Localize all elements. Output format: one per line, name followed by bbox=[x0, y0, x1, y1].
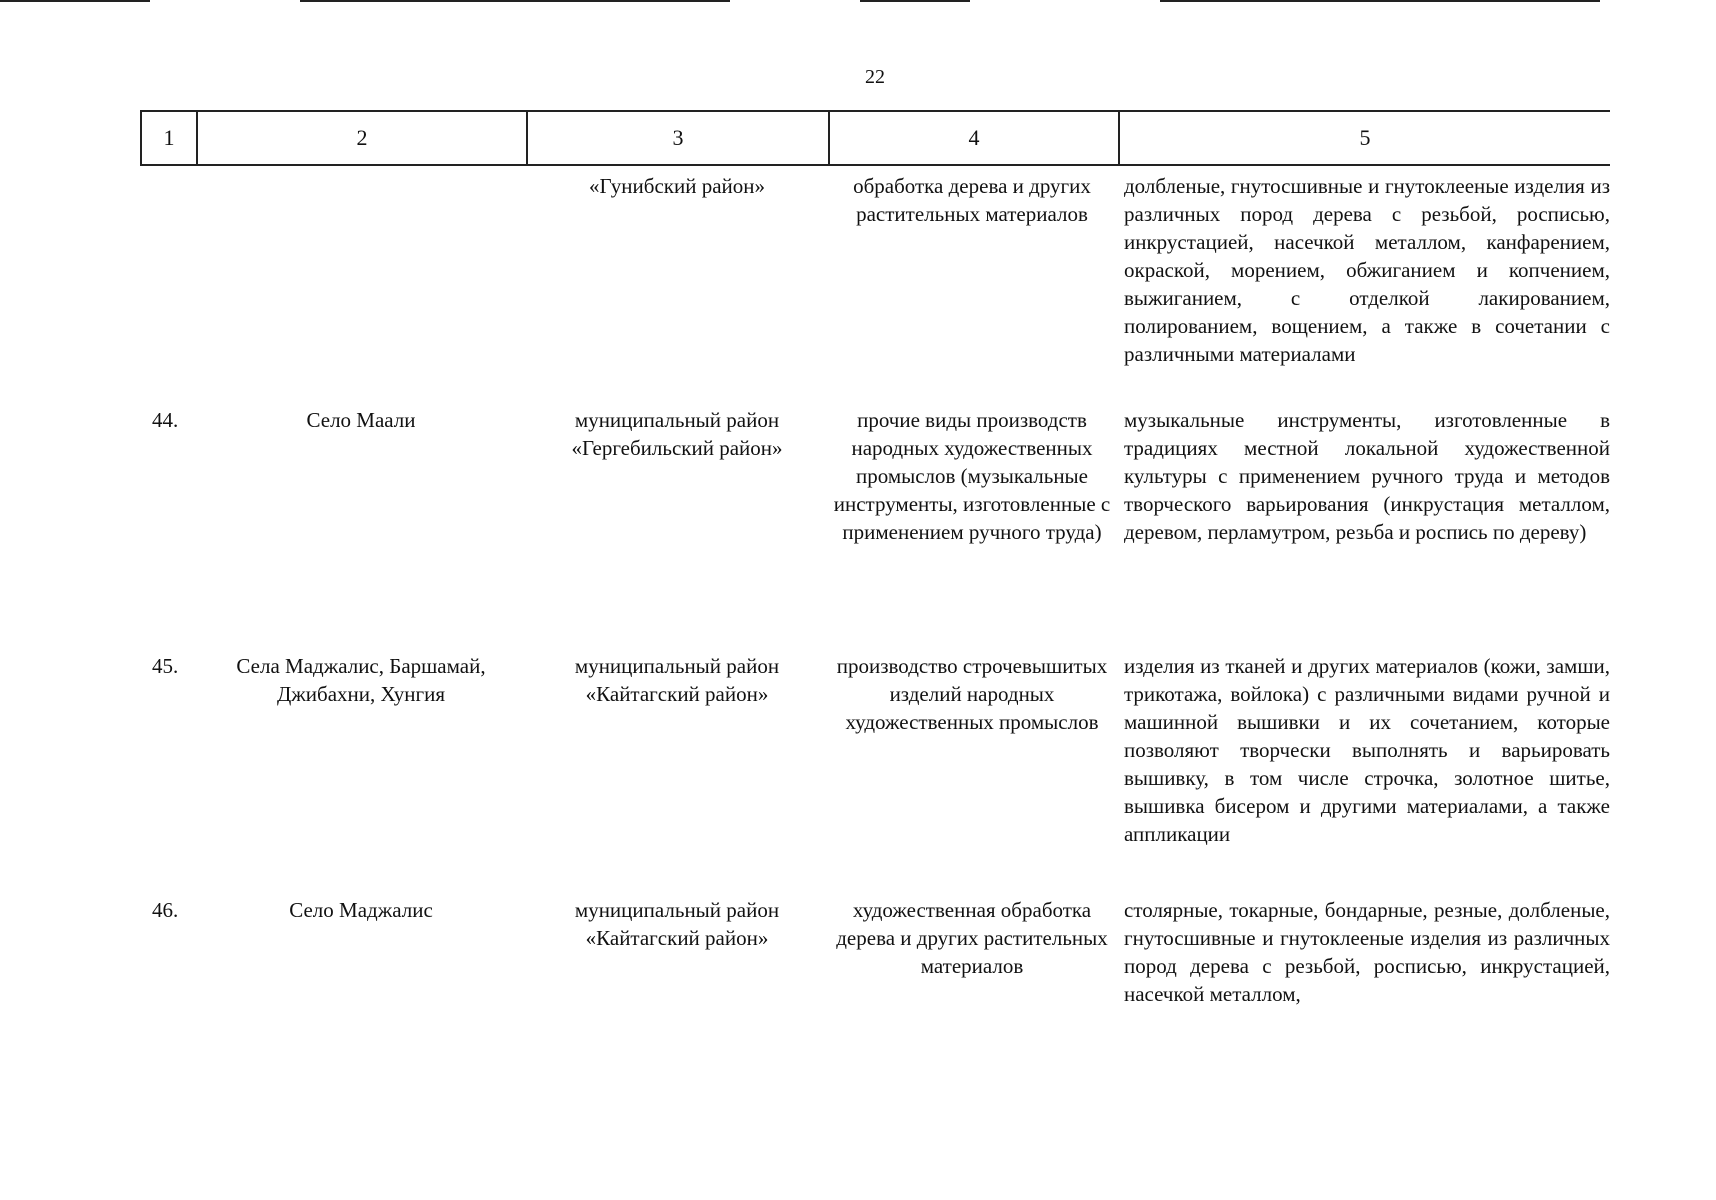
row-district: муниципальный район «Кайтагский район» bbox=[574, 654, 780, 706]
row-craft: производство строчевышитых изделий народных художественных промыслов bbox=[836, 654, 1108, 734]
row-products: музыкальные инструменты, изготовленные в традициях местной локальной художественной культуры с применением ручного труда и методов творческого варьирования (инкрустация металлом, деревом, перламутром, резьба и роспись по дереву) bbox=[1124, 408, 1610, 544]
scan-edge-mid2 bbox=[860, 0, 970, 2]
registry-table bbox=[140, 110, 1610, 1006]
header-col-2: 2 bbox=[198, 112, 528, 164]
header-col-5: 5 bbox=[1359, 125, 1371, 150]
scan-edge-left bbox=[0, 0, 150, 2]
row-products: долбленые, гнутосшивные и гнутоклееные изделия из различных пород дерева с резьбой, росписью, инкрустацией, насечкой металлом, канфарением, окраской, морением, обжиганием и копчением, выжиганием, с отделкой лакированием, полированием, вощением, а также в сочетании с различными материалами bbox=[1124, 174, 1610, 366]
scan-edge-right bbox=[1160, 0, 1600, 2]
row-products: изделия из тканей и других материалов (кожи, замши, трикотажа, войлока) с различными видами ручной и машинной вышивки и их сочетанием, которые позволяют творчески выполнять и варьировать вышивку, в том числе строчка, золотное шитье, вышивка бисером и другими материалами, а также аппликации bbox=[1124, 654, 1610, 846]
row-craft: художественная обработка дерева и других растительных материалов bbox=[836, 898, 1108, 978]
row-number: 46. bbox=[152, 898, 179, 922]
row-craft: обработка дерева и других растительных материалов bbox=[853, 174, 1091, 226]
page-number: 22 bbox=[865, 66, 885, 88]
row-number: 45. bbox=[152, 654, 179, 678]
row-number: 44. bbox=[152, 408, 179, 432]
row-products: столярные, токарные, бондарные, резные, долбленые, гнутосшивные и гнутоклееные изделия из различных пород дерева с резьбой, росписью, инкрустацией, насечкой металлом, bbox=[1124, 898, 1610, 1006]
row-place: Село Маджалис bbox=[289, 898, 433, 922]
row-district: муниципальный район «Гергебильский район» bbox=[571, 408, 783, 460]
row-district: муниципальный район «Кайтагский район» bbox=[574, 898, 780, 950]
scan-edge-mid bbox=[300, 0, 730, 2]
table-header bbox=[140, 110, 1610, 166]
row-place: Села Маджалис, Баршамай, Джибахни, Хунгия bbox=[236, 654, 486, 706]
header-col-3: 3 bbox=[528, 112, 830, 164]
header-col-4: 4 bbox=[830, 112, 1120, 164]
row-district: «Гунибский район» bbox=[588, 174, 766, 198]
row-place: Село Маали bbox=[306, 408, 416, 432]
header-col-1: 1 bbox=[140, 112, 198, 164]
row-craft: прочие виды производств народных художественных промыслов (музыкальные инструменты, изготовленные с применением ручного труда) bbox=[833, 408, 1111, 544]
